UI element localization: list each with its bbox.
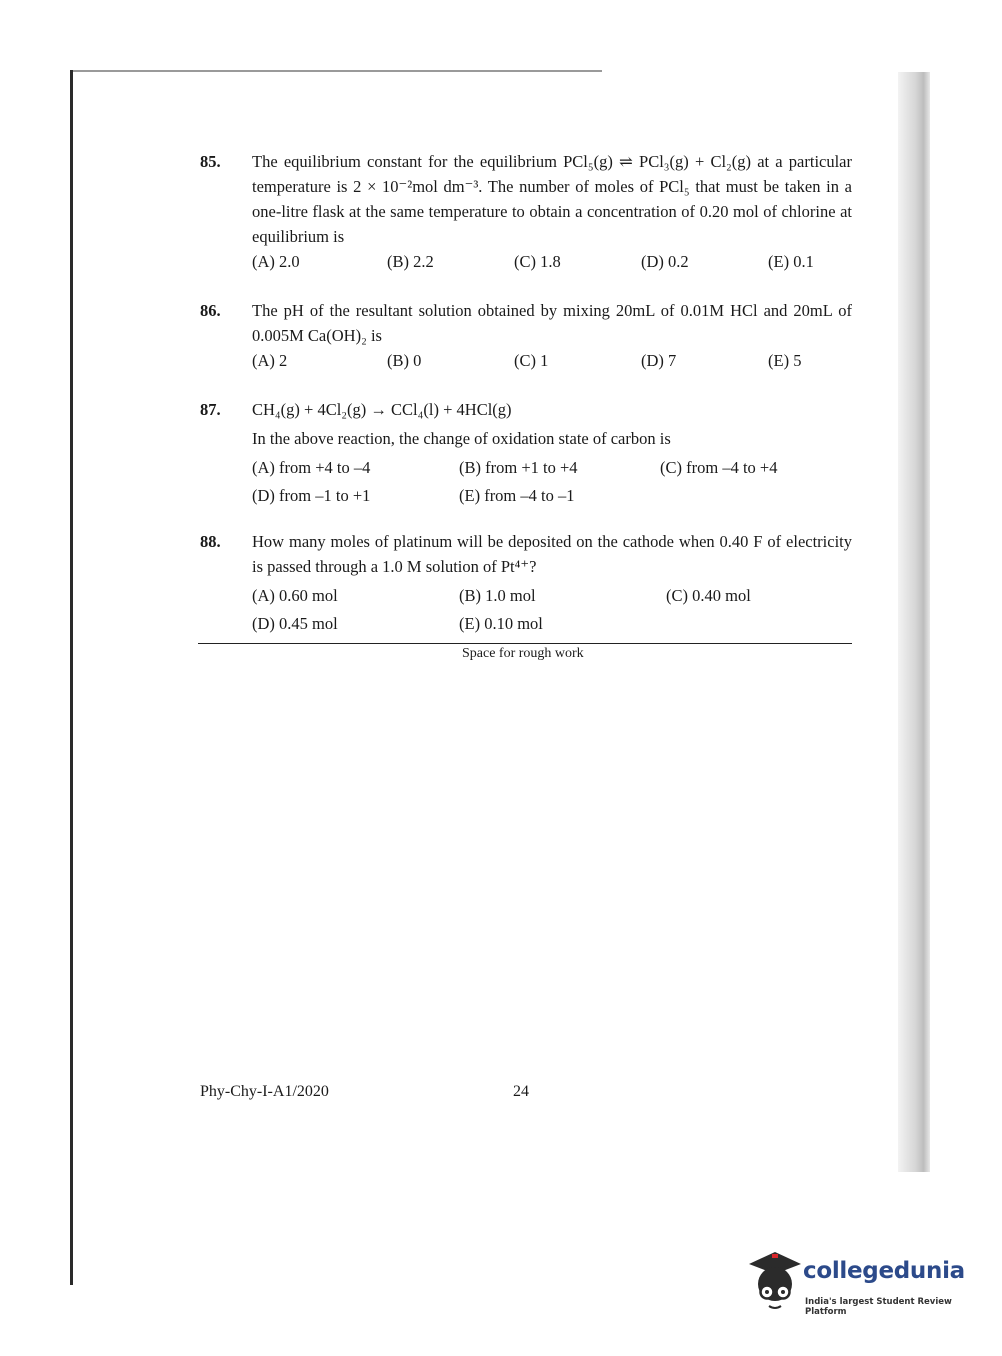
reaction-equation: CH₄(g) + 4Cl₂(g) → CCl₄(l) + 4HCl(g): [252, 400, 512, 419]
section-divider: [198, 643, 852, 644]
option-a[interactable]: (A) 0.60 mol: [252, 586, 338, 605]
question-text: The pH of the resultant solution obtained by mixing 20mL of 0.01M HCl and 20mL of 0.005M Ca(OH)₂ is: [252, 301, 852, 345]
option-e[interactable]: (E) 0.1: [768, 252, 814, 271]
brand-name: collegedunia: [803, 1258, 965, 1284]
rough-work-label: Space for rough work: [462, 646, 584, 661]
mascot-icon: [745, 1248, 805, 1318]
option-b[interactable]: (B) 2.2: [387, 252, 434, 271]
option-a[interactable]: (A) 2.0: [252, 252, 300, 271]
brand-tagline: India's largest Student Review Platform: [805, 1297, 952, 1317]
question-number: 88.: [200, 532, 221, 551]
options-row: [252, 611, 852, 639]
options-row: [252, 455, 852, 483]
page-number: 24: [513, 1083, 529, 1100]
question-86: [200, 298, 852, 376]
question-88: [200, 529, 852, 639]
question-85: [200, 149, 852, 277]
option-e[interactable]: (E) 5: [768, 351, 802, 370]
option-d[interactable]: (D) 0.45 mol: [252, 614, 338, 633]
paper-code: Phy-Chy-I-A1/2020: [200, 1083, 329, 1100]
option-e[interactable]: (E) from –4 to –1: [459, 486, 575, 505]
options-row: [252, 483, 852, 511]
options-row: [252, 583, 852, 611]
option-d[interactable]: (D) 0.2: [641, 252, 689, 271]
question-text: In the above reaction, the change of oxidation state of carbon is: [252, 429, 671, 448]
option-d[interactable]: (D) from –1 to +1: [252, 486, 371, 505]
option-b[interactable]: (B) from +1 to +4: [459, 458, 578, 477]
option-c[interactable]: (C) 1.8: [514, 252, 561, 271]
option-e[interactable]: (E) 0.10 mol: [459, 614, 543, 633]
question-87: [200, 397, 852, 511]
option-c[interactable]: (C) from –4 to +4: [660, 458, 778, 477]
options-row: [252, 249, 852, 277]
question-number: 85.: [200, 152, 221, 171]
options-row: [252, 348, 852, 376]
question-number: 87.: [200, 400, 221, 419]
option-c[interactable]: (C) 0.40 mol: [666, 586, 751, 605]
collegedunia-logo: [745, 1248, 970, 1318]
option-d[interactable]: (D) 7: [641, 351, 677, 370]
option-c[interactable]: (C) 1: [514, 351, 549, 370]
option-b[interactable]: (B) 0: [387, 351, 422, 370]
option-a[interactable]: (A) from +4 to –4: [252, 458, 371, 477]
question-text: The equilibrium constant for the equilibrium PCl₅(g) ⇌ PCl₃(g) + Cl₂(g) at a particular temperature is 2 × 10⁻²mol dm⁻³. The number of moles of PCl₅ that must be taken in a one-litre flask at the same temperature to obtain a concentration of 0.20 mol of chlorine at equilibrium is: [252, 152, 852, 246]
question-number: 86.: [200, 301, 221, 320]
option-b[interactable]: (B) 1.0 mol: [459, 586, 536, 605]
question-text: How many moles of platinum will be deposited on the cathode when 0.40 F of electricity is passed through a 1.0 M solution of Pt⁴⁺?: [252, 532, 852, 576]
option-a[interactable]: (A) 2: [252, 351, 288, 370]
